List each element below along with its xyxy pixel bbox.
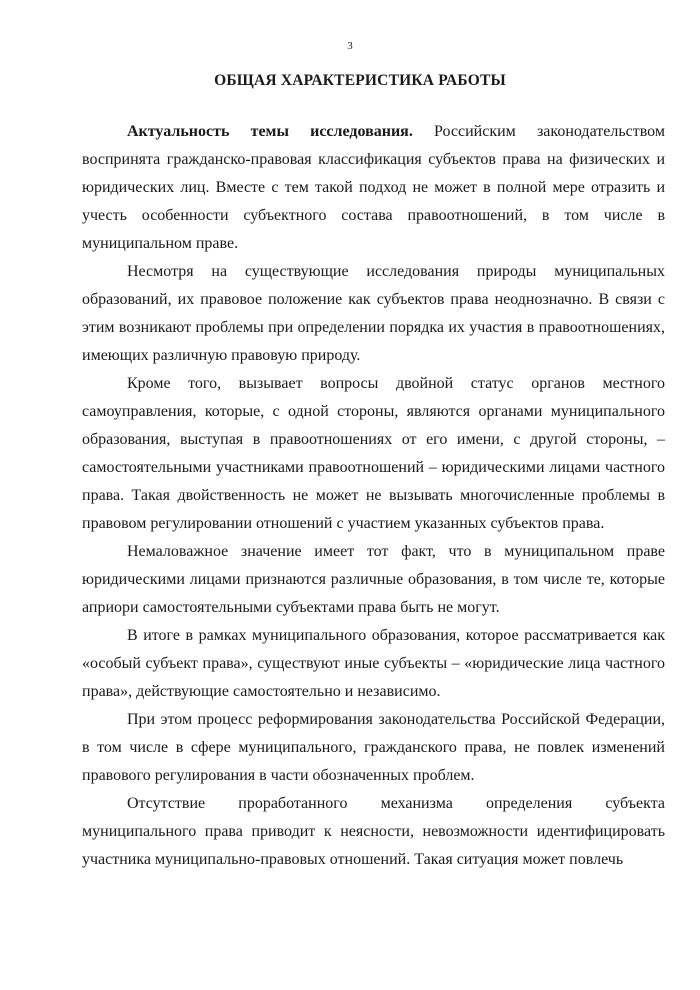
paragraph-text: Российским законодательством воспринята гражданско-правовая классификация субъектов права на физических и юридических лиц. Вместе с тем такой подход не может в полной мере отразить и учесть особенности субъектного состава правоотношений, в том числе в муниципальном праве.	[82, 123, 665, 252]
paragraph-text: Несмотря на существующие исследования природы муниципальных образований, их правовое положение как субъектов права неоднозначно. В связи с этим возникают проблемы при определении порядка их участия в правоотношениях, имеющих различную правовую природу.	[82, 263, 665, 364]
section-heading: ОБЩАЯ ХАРАКТЕРИСТИКА РАБОТЫ	[214, 72, 506, 89]
paragraph-5	[82, 622, 665, 706]
body-text	[82, 118, 665, 874]
paragraph-3	[82, 370, 665, 538]
paragraph-6	[82, 706, 665, 790]
paragraph-2	[82, 258, 665, 370]
paragraph-text: При этом процесс реформирования законодательства Российской Федерации, в том числе в сфере муниципального, гражданского права, не повлек изменений правового регулирования в части обозначенных проблем.	[82, 711, 665, 784]
paragraph-lead: Актуальность темы исследования.	[127, 123, 413, 140]
paragraph-text: Кроме того, вызывает вопросы двойной статус органов местного самоуправления, которые, с одной стороны, являются органами муниципального образования, выступая в правоотношениях от его имени, с другой стороны, – самостоятельными участниками правоотношений – юридическими лицами частного права. Такая двойственность не может не вызывать многочисленные проблемы в правовом регулировании отношений с участием указанных субъектов права.	[82, 375, 665, 532]
page-number: 3	[347, 40, 353, 52]
paragraph-text: Немаловажное значение имеет тот факт, что в муниципальном праве юридическими лицами признаются различные образования, в том числе те, которые априори самостоятельными субъектами права быть не могут.	[82, 543, 665, 616]
paragraph-7	[82, 790, 665, 874]
paragraph-1	[82, 118, 665, 258]
paragraph-text: В итоге в рамках муниципального образования, которое рассматривается как «особый субъект права», существуют иные субъекты – «юридические лица частного права», действующие самостоятельно и независимо.	[82, 627, 665, 700]
paragraph-4	[82, 538, 665, 622]
paragraph-text: Отсутствие проработанного механизма определения субъекта муниципального права приводит к неясности, невозможности идентифицировать участника муниципально-правовых отношений. Такая ситуация может повлечь	[82, 795, 665, 868]
